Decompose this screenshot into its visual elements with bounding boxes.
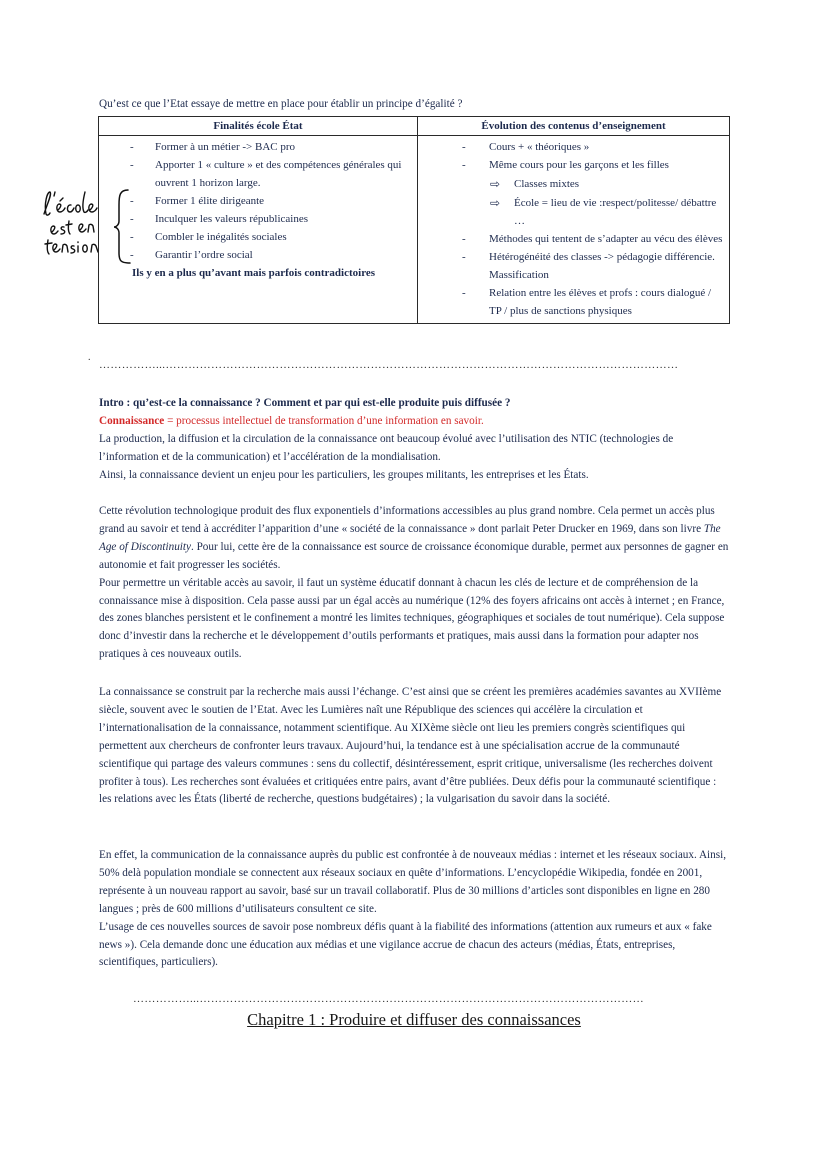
definition-term: Connaissance [99, 414, 165, 427]
list-item: - Cours + « théoriques » [462, 141, 590, 153]
sub-item-text: École = lieu de vie :respect/politesse/ débattre … [514, 197, 717, 227]
list-item: - Former à un métier -> BAC pro [130, 141, 296, 153]
sub-list-item [422, 174, 725, 194]
list-item: - Même cours pour les garçons et les filles [462, 159, 669, 171]
table-row [99, 136, 730, 324]
intro-paragraph: La production, la diffusion et la circulation de la connaissance ont beaucoup évolué avec l’utilisation des NTIC (technologies de l’information et de la communication) et l’accélération de la mondialisation. [99, 432, 674, 463]
intro-title: Intro : qu’est-ce la connaissance ? Comment et par qui est-elle produite puis diffusée ? [99, 397, 511, 409]
dotted-separator: ……………...……………………………………………………………………………………………………… [133, 993, 645, 1005]
table-header-row [99, 117, 730, 136]
list-item-text: Relation entre les élèves et profs : cours dialogué / TP / plus de sanctions physiques [489, 287, 712, 317]
list-item-text: Cours + « théoriques » [489, 141, 590, 153]
paragraph-text: . Pour lui, cette ère de la connaissance est source de croissance économique durable, permet aux personnes de gagner en autonomie et fait progresser les sociétés. [99, 540, 729, 571]
table-header-cell: Finalités école État [99, 117, 418, 136]
table-header-cell: Évolution des contenus d’enseignement [418, 117, 730, 136]
arrow-right-icon: ⇨ [490, 177, 501, 191]
definition-text: = processus intellectuel de transformation d’une information en savoir. [164, 414, 484, 427]
stray-dot: . [88, 352, 91, 363]
list-item-text: Combler le inégalités sociales [155, 231, 287, 243]
list-item-text: Méthodes qui tentent de s’adapter au vécu des élèves [489, 233, 723, 245]
chapter-title: Chapitre 1 : Produire et diffuser des connaissances [247, 1010, 581, 1029]
sub-item-text: Classes mixtes [514, 178, 580, 190]
list-item-text: Hétérogénéité des classes -> pédagogie différencie. Massification [489, 251, 715, 281]
list-item: - Méthodes qui tentent de s’adapter au vécu des élèves [462, 233, 723, 245]
list-item: - Relation entre les élèves et profs : cours dialogué / TP / plus de sanctions physiques [462, 287, 712, 317]
paragraph-section [99, 847, 731, 972]
table-conclusion: Ils y en a plus qu’avant mais parfois contradictoires [132, 267, 376, 279]
list-item: - Garantir l’ordre social [130, 249, 253, 261]
list-item: - Combler le inégalités sociales [130, 231, 287, 243]
intro-section [99, 395, 731, 485]
list-item-text: Inculquer les valeurs républicaines [155, 213, 309, 225]
list-item: - Former 1 élite dirigeante [130, 195, 265, 207]
table-question: Qu’est ce que l’Etat essaye de mettre en place pour établir un principe d’égalité ? [99, 98, 463, 110]
paragraph: En effet, la communication de la connaissance auprès du public est confrontée à de nouveaux médias : internet et les réseaux sociaux. Ainsi, 50% delà population mondiale se connectent aux réseaux sociaux en quête d’informations. L’encyclopédie Wikipedia, fondée en 2001, représente à un nouveau rapport au savoir, basé sur un travail collaboratif. Plus de 30 millions d’articles sont disponibles en ligne en 280 langues ; près de 600 millions d’utilisateurs consultent ce site. [99, 849, 727, 915]
list-item: - Inculquer les valeurs républicaines [130, 213, 309, 225]
paragraph: Pour permettre un véritable accès au savoir, il faut un système éducatif donnant à chacun les clés de lecture et de compréhension de la connaissance mise à disposition. Cela passe aussi par un égal accès au numérique (12% des foyers africains ont accès à internet ; en France, des zones blanches persistent et le confinement a montré les limites techniques, géographiques et sociales de tout numérique). Cela suppose donc d’investir dans la recherche et le développement d’outils performants et pratiques, mais aussi dans la formation pour adapter nos pratiques à ces nouveaux outils. [99, 576, 725, 661]
sub-list-item [422, 194, 725, 230]
definition [99, 413, 731, 431]
paragraph-section [99, 503, 731, 664]
right-column-cell [418, 136, 730, 324]
comparison-table [98, 116, 730, 324]
list-item-text: Même cours pour les garçons et les filles [489, 159, 669, 171]
paragraph: L’usage de ces nouvelles sources de savoir pose nombreux défis quant à la fiabilité des informations (attention aux rumeurs et aux « fake news »). Cela demande donc une éducation aux médias et une vigilance accrue de chacun des acteurs (médias, États, entreprises, scientifiques, particuliers). [99, 920, 712, 969]
paragraph: La connaissance se construit par la recherche mais aussi l’échange. C’est ainsi que se créent les premières académies savantes au XVIIème siècle, souvent avec le soutien de l’Etat. Avec les Lumières naît une République des sciences qui accélère la circulation et l’internationalisation de la connaissance, notamment scientifique. Au XIXème siècle ont lieu les premiers congrès scientifiques qui permettent aux chercheurs de confronter leurs travaux. Aujourd’hui, la tendance est à une spécialisation accrue de la communauté scientifique qui partage des valeurs communes : sens du collectif, désintéressement, esprit critique, universalisme (les recherches doivent profiter à tous). Les recherches sont évaluées et critiquées entre pairs, avant d’être publiées. Deux défis pour la communauté scientifique : les relations avec les États (liberté de recherche, questions budgétaires) ; la vulgarisation du savoir dans la société. [99, 686, 722, 806]
paragraph-section [99, 684, 731, 809]
list-item-text: Former 1 élite dirigeante [155, 195, 265, 207]
dotted-separator: ……………...……………………………………………………………………………………………………………………… [99, 359, 679, 371]
list-item-text: Garantir l’ordre social [155, 249, 253, 261]
list-item-text: Apporter 1 « culture » et des compétences générales qui ouvrent 1 horizon large. [155, 159, 402, 189]
intro-paragraph: Ainsi, la connaissance devient un enjeu pour les particuliers, les groupes militants, les entreprises et les États. [99, 468, 589, 481]
list-item-text: Former à un métier -> BAC pro [155, 141, 296, 153]
paragraph-text: Cette révolution technologique produit des flux exponentiels d’informations accessibles au plus grand nombre. Cela permet un accès plus grand au savoir et tend à accréditer l’apparition d’une « société de la connaissance » dont parlait Peter Drucker en 1969, dans son livre [99, 505, 715, 535]
list-item: - Apporter 1 « culture » et des compétences générales qui ouvrent 1 horizon large. [130, 159, 402, 189]
arrow-right-icon: ⇨ [490, 196, 501, 210]
left-column-cell [99, 136, 418, 324]
book-title: The Age of Discontinuity [99, 522, 721, 553]
list-item: - Hétérogénéité des classes -> pédagogie différencie. Massification [462, 251, 715, 281]
paragraph [99, 503, 731, 575]
